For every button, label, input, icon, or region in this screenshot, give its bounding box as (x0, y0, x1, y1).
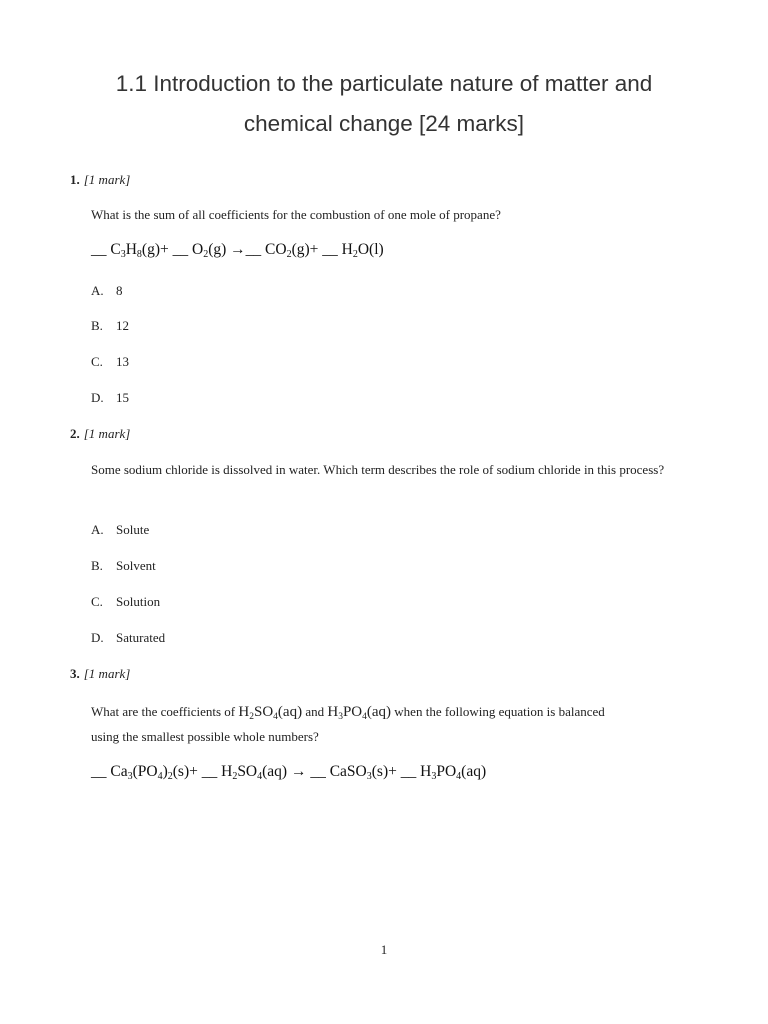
coefficient-blank: __ (318, 241, 338, 258)
coefficient-blank: __ (306, 763, 326, 780)
option-a: A. Solute (91, 522, 150, 537)
question-1-header (70, 172, 130, 188)
option-d: D. 15 (91, 390, 129, 405)
option-d: D. Saturated (91, 630, 166, 645)
question-2-header (70, 426, 130, 442)
question-3-text: What are the coefficients of $H_2SO_4(aq)$ and $H_3PO_4(aq)$ when the following equation is balanced (91, 704, 605, 722)
inline-formula-h3po4: $H_3PO_4(aq)$ (327, 704, 392, 722)
coefficient-blank: __ (91, 763, 107, 780)
question-1-text: What is the sum of all coefficients for the combustion of one mole of propane? (91, 207, 501, 222)
coefficient-blank: __ (168, 241, 189, 258)
option-b: B. Solvent (91, 558, 156, 573)
title-line-2: chemical change [24 marks] (243, 111, 525, 136)
option-b: B. 12 (91, 318, 129, 333)
question-number: 3. (70, 666, 80, 681)
coefficient-blank: __ (245, 241, 262, 258)
page-title (60, 64, 708, 144)
question-marks: [1 mark] (83, 666, 131, 681)
coefficient-blank: __ (91, 241, 107, 258)
page-number: 1 (380, 942, 388, 957)
question-number: 1. (70, 172, 80, 187)
question-1-equation: __ $C_3H_8(g)+$ __ $O_2(g)$ →__ $CO_2(g)+$ __ $H_2O(l)$ (91, 241, 384, 260)
option-c: C. Solution (91, 594, 161, 609)
question-3-header (70, 666, 130, 682)
option-c: C. 13 (91, 354, 129, 369)
option-a: A. 8 (91, 283, 123, 298)
coefficient-blank: __ (396, 763, 417, 780)
question-number: 2. (70, 426, 80, 441)
question-3-text-line-2: using the smallest possible whole numbers? (91, 729, 319, 744)
question-2-text: Some sodium chloride is dissolved in water. Which term describes the role of sodium chloride in this process? (91, 462, 665, 477)
inline-formula-h2so4: $H_2SO_4(aq)$ (238, 704, 303, 722)
question-marks: [1 mark] (83, 172, 131, 187)
question-3-equation: __ $Ca_3(PO_4)_2(s)+$ __ $H_2SO_4(aq)$ → __ CaSO$_3$(s)+ __ $H_3PO_4(aq)$ (91, 763, 487, 782)
question-marks: [1 mark] (83, 426, 131, 441)
title-line-1: 1.1 Introduction to the particulate nature of matter and (115, 71, 653, 96)
coefficient-blank: __ (197, 763, 218, 780)
